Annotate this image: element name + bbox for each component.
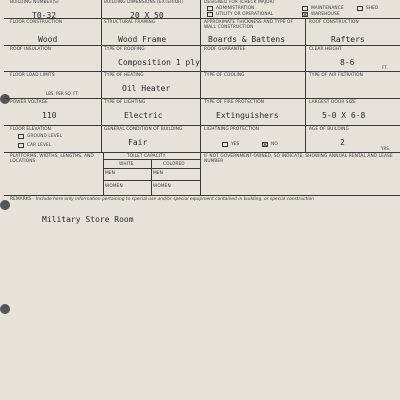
toilet-men-colored: MEN — [153, 171, 163, 176]
clear-height-unit: FT. — [382, 65, 388, 70]
wall-construction-label: APPROXIMATE THICKNESS AND TYPE OF WALL CONSTRUCTION — [204, 20, 294, 30]
warehouse-checkbox[interactable] — [302, 12, 308, 17]
door-size-label: LARGEST DOOR SIZE — [309, 100, 356, 105]
floor-load-label: FLOOR LOAD LIMITS — [10, 73, 55, 78]
power-voltage-value[interactable]: 110 — [42, 111, 57, 120]
heating-label: TYPE OF HEATING — [104, 73, 144, 78]
row-divider — [4, 125, 400, 126]
toilet-white-header: WHITE — [119, 162, 134, 167]
fire-protection-value[interactable]: Extinguishers — [216, 111, 279, 120]
roofing-type-label: TYPE OF ROOFING — [104, 47, 145, 52]
shed-option-label: SHED — [366, 6, 379, 11]
row-divider — [4, 152, 400, 153]
designed-for-label: DESIGNED FOR (CHECK MAJOR) — [204, 0, 275, 5]
floor-elevation-label: FLOOR ELEVATION — [10, 127, 51, 132]
remarks-label: REMARKS — [10, 197, 32, 202]
age-unit: YRS. — [381, 146, 391, 151]
lightning-protection-label: LIGHTNING PROTECTION — [204, 127, 260, 132]
toilet-capacity-label: TOILET CAPACITY — [127, 154, 166, 159]
row-divider — [4, 98, 400, 99]
toilet-men-white: MEN — [105, 171, 115, 176]
clear-height-label: CLEAR HEIGHT — [309, 47, 342, 52]
door-size-value[interactable]: 5-0 X 6-8 — [322, 111, 366, 120]
wall-construction-value[interactable]: Boards & Battens — [208, 35, 286, 44]
roofing-type-value[interactable]: Composition 1 ply — [118, 58, 200, 67]
car-level-checkbox[interactable] — [18, 143, 24, 148]
platforms-label: PLATFORMS, WIDTHS, LENGTHS, AND LOCATIONS — [10, 154, 94, 164]
utility-option-label: UTILITY OR OPERATIONAL — [216, 12, 274, 17]
column-divider — [101, 0, 102, 152]
warehouse-option-label: WAREHOUSE — [311, 12, 340, 17]
dimensions-value[interactable]: 20 X 50 — [130, 11, 164, 20]
ownership-label: IF NOT GOVERNMENT-OWNED, SO INDICATE, SHOWING ANNUAL RENTAL AND LEASE NUMBER — [204, 154, 393, 164]
age-label: AGE OF BUILDING — [309, 127, 349, 132]
roof-construction-label: ROOF CONSTRUCTION — [309, 20, 359, 25]
column-divider — [200, 0, 201, 195]
heating-value[interactable]: Oil Heater — [122, 84, 171, 93]
lightning-yes-label: YES — [231, 142, 240, 147]
row-divider — [4, 195, 400, 196]
maintenance-checkbox[interactable] — [302, 6, 308, 11]
air-filtration-label: TYPE OF AIR FILTRATION — [309, 73, 363, 78]
column-divider — [151, 159, 152, 195]
toilet-women-white: WOMEN — [105, 184, 123, 189]
administration-option-label: ADMINISTRATION — [216, 6, 255, 11]
lightning-no-checkbox[interactable] — [262, 142, 268, 147]
binder-hole — [0, 94, 10, 104]
structural-framing-label: STRUCTURAL FRAMING — [104, 20, 156, 25]
shed-checkbox[interactable] — [357, 6, 363, 11]
binder-hole — [0, 200, 10, 210]
ground-level-option-label: GROUND LEVEL — [27, 134, 63, 139]
age-value[interactable]: 2 — [340, 138, 345, 147]
lighting-label: TYPE OF LIGHTING — [104, 100, 146, 105]
general-condition-label: GENERAL CONDITION OF BUILDING — [104, 127, 183, 132]
lightning-yes-checkbox[interactable] — [222, 142, 228, 147]
maintenance-option-label: MAINTENANCE — [311, 6, 344, 11]
roof-guarantee-label: ROOF GUARANTEE — [204, 47, 246, 52]
clear-height-value[interactable]: 8-6 — [340, 58, 355, 67]
remarks-value[interactable]: Military Store Room — [42, 215, 134, 224]
fire-protection-label: TYPE OF FIRE PROTECTION — [204, 100, 265, 105]
remarks-instruction-text: - Include here only information pertaining to special use and/or special equipment contained in building, or special construction — [32, 197, 314, 202]
binder-hole — [0, 304, 10, 314]
cooling-label: TYPE OF COOLING — [204, 73, 245, 78]
remarks-instruction — [10, 197, 396, 203]
floor-construction-value[interactable]: Wood — [38, 35, 58, 44]
dimensions-label: BUILDING DIMENSIONS (EXTERIOR) — [104, 0, 184, 5]
row-divider — [4, 45, 400, 46]
ground-level-checkbox[interactable] — [18, 134, 24, 139]
structural-framing-value[interactable]: Wood Frame — [118, 35, 167, 44]
building-numbers-value[interactable]: T0-32 — [32, 11, 57, 20]
car-level-option-label: CAR LEVEL — [27, 143, 52, 148]
column-divider — [103, 152, 104, 195]
utility-checkbox[interactable] — [207, 12, 213, 17]
row-divider — [4, 71, 400, 72]
roof-insulation-label: ROOF INSULATION — [10, 47, 52, 52]
toilet-women-colored: WOMEN — [153, 184, 171, 189]
general-condition-value[interactable]: Fair — [128, 138, 148, 147]
floor-construction-label: FLOOR CONSTRUCTION — [10, 20, 63, 25]
floor-load-unit: LBS. PER SQ. FT. — [46, 91, 79, 96]
lighting-value[interactable]: Electric — [124, 111, 163, 120]
administration-checkbox[interactable] — [207, 6, 213, 11]
toilet-colored-header: COLORED — [163, 162, 185, 167]
building-numbers-label: BUILDING NUMBER(S) — [10, 0, 59, 5]
lightning-no-label: NO — [271, 142, 278, 147]
power-voltage-label: POWER VOLTAGE — [10, 100, 48, 105]
row-divider — [4, 18, 400, 19]
roof-construction-value[interactable]: Rafters — [331, 35, 365, 44]
column-divider — [305, 18, 306, 152]
